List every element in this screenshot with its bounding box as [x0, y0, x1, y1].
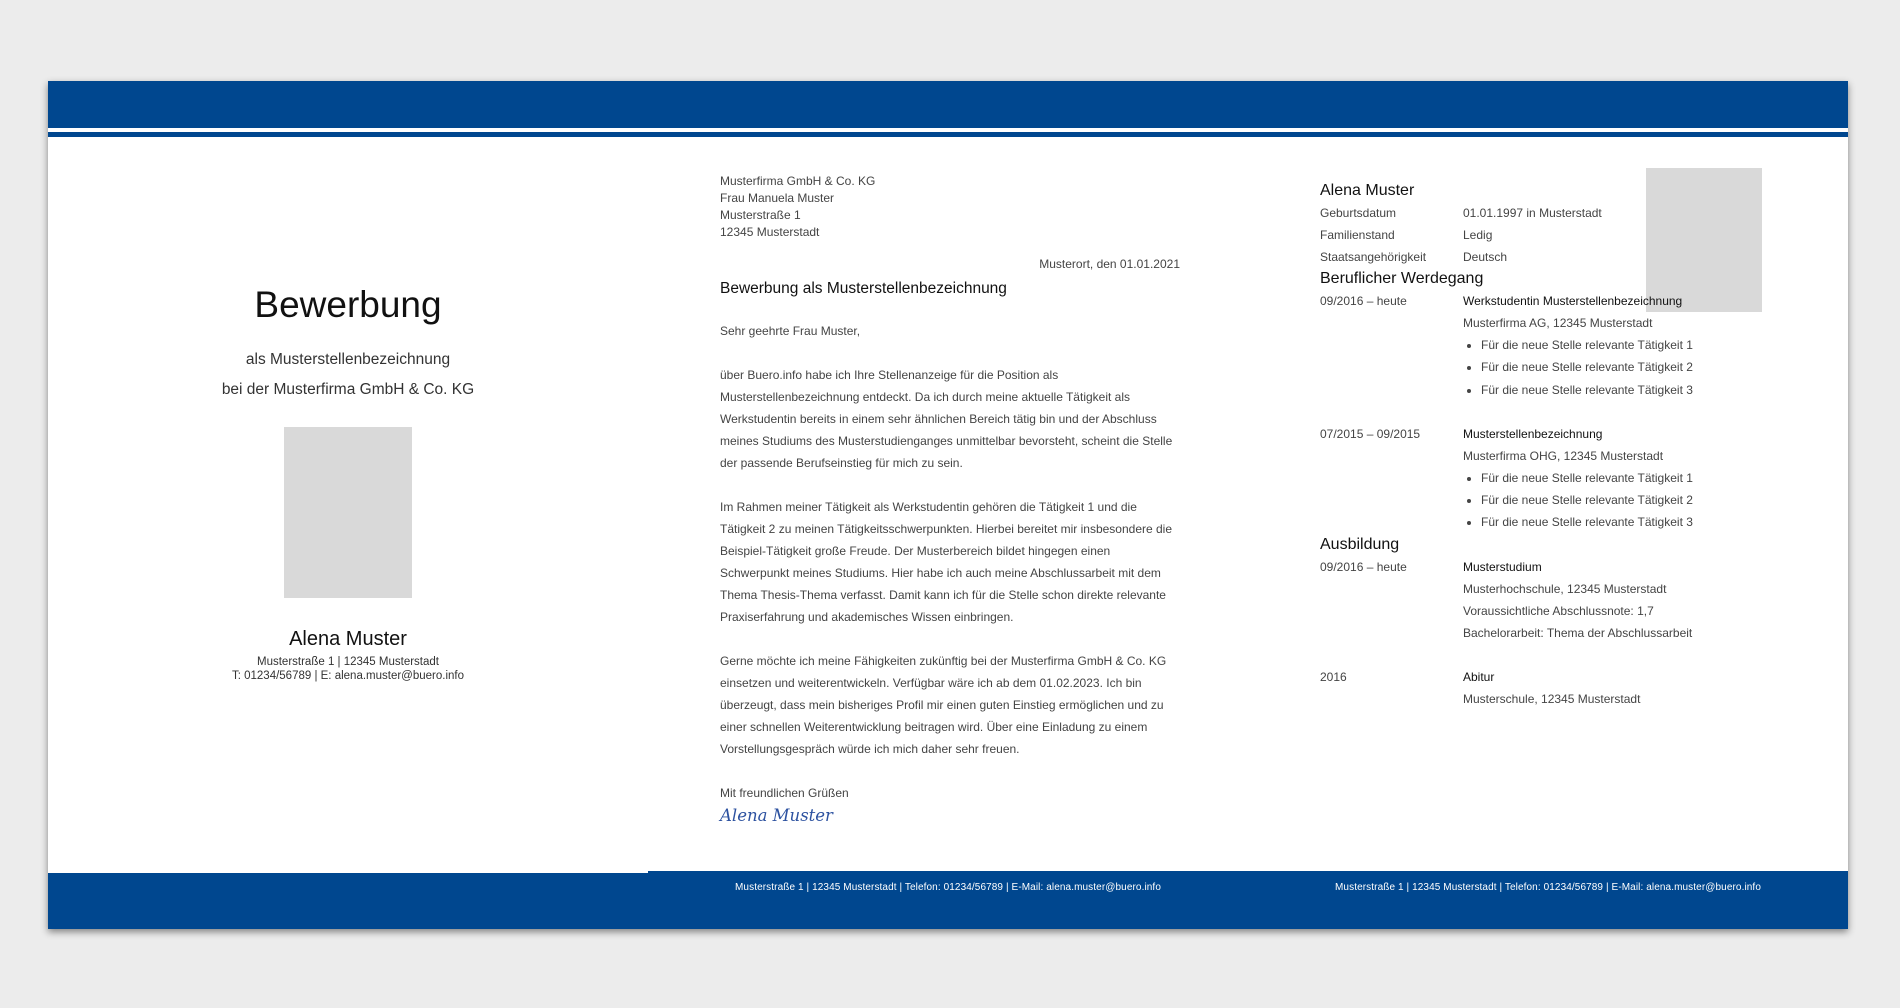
- recipient-line: Frau Manuela Muster: [720, 191, 835, 205]
- career-heading: Beruflicher Werdegang: [1320, 270, 1484, 287]
- personal-value: 01.01.1997 in Musterstadt: [1463, 206, 1602, 220]
- career-bullet: • Für die neue Stelle relevante Tätigkeit 2: [1481, 356, 1780, 378]
- career-period: 09/2016 – heute: [1320, 294, 1407, 308]
- education-heading: Ausbildung: [1320, 535, 1400, 553]
- career-entry: [1320, 423, 1780, 534]
- career-entry: [1320, 290, 1780, 401]
- letter-paragraph: Gerne möchte ich meine Fähigkeiten zukünftig bei der Musterfirma GmbH & Co. KG einsetzen und weiterentwickeln. Verfügbar wäre ich ab dem 01.02.2023. Ich bin überzeugt, dass mein bisheriges Profil mir einen guten Einstieg ermöglichen und zu einer schnellen Weiterentwicklung beitragen wird. Über eine Einladung zu einem Vorstellungsgespräch würde ich mich daher sehr freuen.: [720, 654, 1167, 756]
- cover-subtitle-line1: als Musterstellenbezeichnung: [245, 351, 451, 368]
- career-bullets: [1463, 334, 1780, 401]
- cv-name: Alena Muster: [1320, 182, 1415, 199]
- career-bullets: [1463, 467, 1780, 534]
- cover-subtitle-line2: bei der Musterfirma GmbH & Co. KG: [221, 381, 475, 398]
- header-band: [48, 81, 1848, 128]
- career-bullet: • Für die neue Stelle relevante Tätigkeit 3: [1481, 379, 1780, 401]
- career-company: Musterfirma AG, 12345 Musterstadt: [1463, 316, 1653, 330]
- recipient-line: Musterstraße 1: [720, 208, 801, 222]
- cover-name: Alena Muster: [289, 628, 407, 650]
- signature: Alena Muster: [720, 806, 833, 825]
- career-bullet: • Für die neue Stelle relevante Tätigkeit 1: [1481, 334, 1780, 356]
- career-bullet: • Für die neue Stelle relevante Tätigkeit 3: [1481, 511, 1780, 533]
- education-title: Abitur: [1463, 669, 1495, 684]
- recipient-address: [720, 173, 1180, 241]
- cover-title: Bewerbung: [254, 284, 442, 325]
- education-entry: [1320, 666, 1780, 710]
- career-company: Musterfirma OHG, 12345 Musterstadt: [1463, 448, 1664, 463]
- letter-paragraph: über Buero.info habe ich Ihre Stellenanzeige für die Position als Musterstellenbezeichnung entdeckt. Da ich durch meine aktuelle Tätigkeit als Werkstudentin bereits in einem sehr ähnlichen Bereich tätig bin und der Abschluss meines Studiums des Musterstudienganges unmittelbar bevorsteht, scheint die Stelle der passende Berufseinstieg für mich zu sein.: [720, 368, 1173, 470]
- education-period: 09/2016 – heute: [1320, 559, 1407, 574]
- recipient-line: 12345 Musterstadt: [720, 225, 820, 239]
- header-rule: [48, 132, 1848, 137]
- career-role: Musterstellenbezeichnung: [1463, 426, 1603, 441]
- cover-contact: T: 01234/56789 | E: alena.muster@buero.info: [231, 670, 465, 682]
- personal-label: Staatsangehörigkeit: [1320, 250, 1427, 264]
- cover-photo-placeholder: [284, 427, 412, 598]
- personal-row: [1320, 224, 1780, 246]
- career-bullet: • Für die neue Stelle relevante Tätigkeit 1: [1481, 467, 1780, 489]
- personal-value: Ledig: [1463, 228, 1493, 242]
- personal-label: Familienstand: [1320, 228, 1395, 242]
- cover-address: Musterstraße 1 | 12345 Musterstadt: [257, 656, 439, 668]
- education-period: 2016: [1320, 669, 1347, 684]
- education-title: Musterstudium: [1463, 559, 1542, 574]
- personal-row: [1320, 202, 1780, 224]
- letter-footer-contact: Musterstraße 1 | 12345 Musterstadt | Telefon: 01234/56789 | E-Mail: alena.muster@buero.info: [735, 882, 1161, 893]
- letter-paragraph: Im Rahmen meiner Tätigkeit als Werkstudentin gehören die Tätigkeit 1 und die Tätigkeit 2 zu meinen Tätigkeitsschwerpunkten. Hierbei bereitet mir insbesondere die Beispiel-Tätigkeit große Freude. Der Musterbereich bildet hingegen einen Schwerpunkt meines Studiums. Hier habe ich auch meine Abschlussarbeit mit dem Thema Thesis-Thema verfasst. Damit kann ich für die Stelle schon direkte relevante Praxiserfahrung und akademisches Wissen einbringen.: [720, 500, 1173, 624]
- education-line: Musterschule, 12345 Musterstadt: [1463, 691, 1641, 706]
- personal-row: [1320, 246, 1780, 268]
- letter-subject: Bewerbung als Musterstellenbezeichnung: [720, 280, 1007, 297]
- cv-footer-contact: Musterstraße 1 | 12345 Musterstadt | Telefon: 01234/56789 | E-Mail: alena.muster@buero.info: [1335, 882, 1761, 893]
- education-entry: [1320, 556, 1780, 644]
- career-bullet: • Für die neue Stelle relevante Tätigkeit 2: [1481, 489, 1780, 511]
- personal-label: Geburtsdatum: [1320, 206, 1397, 220]
- curriculum-vitae: [1320, 180, 1780, 710]
- career-role: Werkstudentin Musterstellenbezeichnung: [1463, 294, 1683, 308]
- letter-closing: Mit freundlichen Grüßen: [720, 786, 849, 800]
- recipient-line: Musterfirma GmbH & Co. KG: [720, 174, 876, 188]
- personal-value: Deutsch: [1463, 250, 1508, 264]
- education-line: Bachelorarbeit: Thema der Abschlussarbeit: [1463, 625, 1693, 640]
- education-line: Musterhochschule, 12345 Musterstadt: [1463, 581, 1667, 596]
- cover-letter: [720, 173, 1180, 827]
- education-line: Voraussichtliche Abschlussnote: 1,7: [1463, 603, 1654, 618]
- career-period: 07/2015 – 09/2015: [1320, 426, 1421, 441]
- letter-date: Musterort, den 01.01.2021: [1039, 257, 1180, 271]
- application-document-sheet: [48, 81, 1848, 929]
- letter-salutation: Sehr geehrte Frau Muster,: [720, 324, 861, 338]
